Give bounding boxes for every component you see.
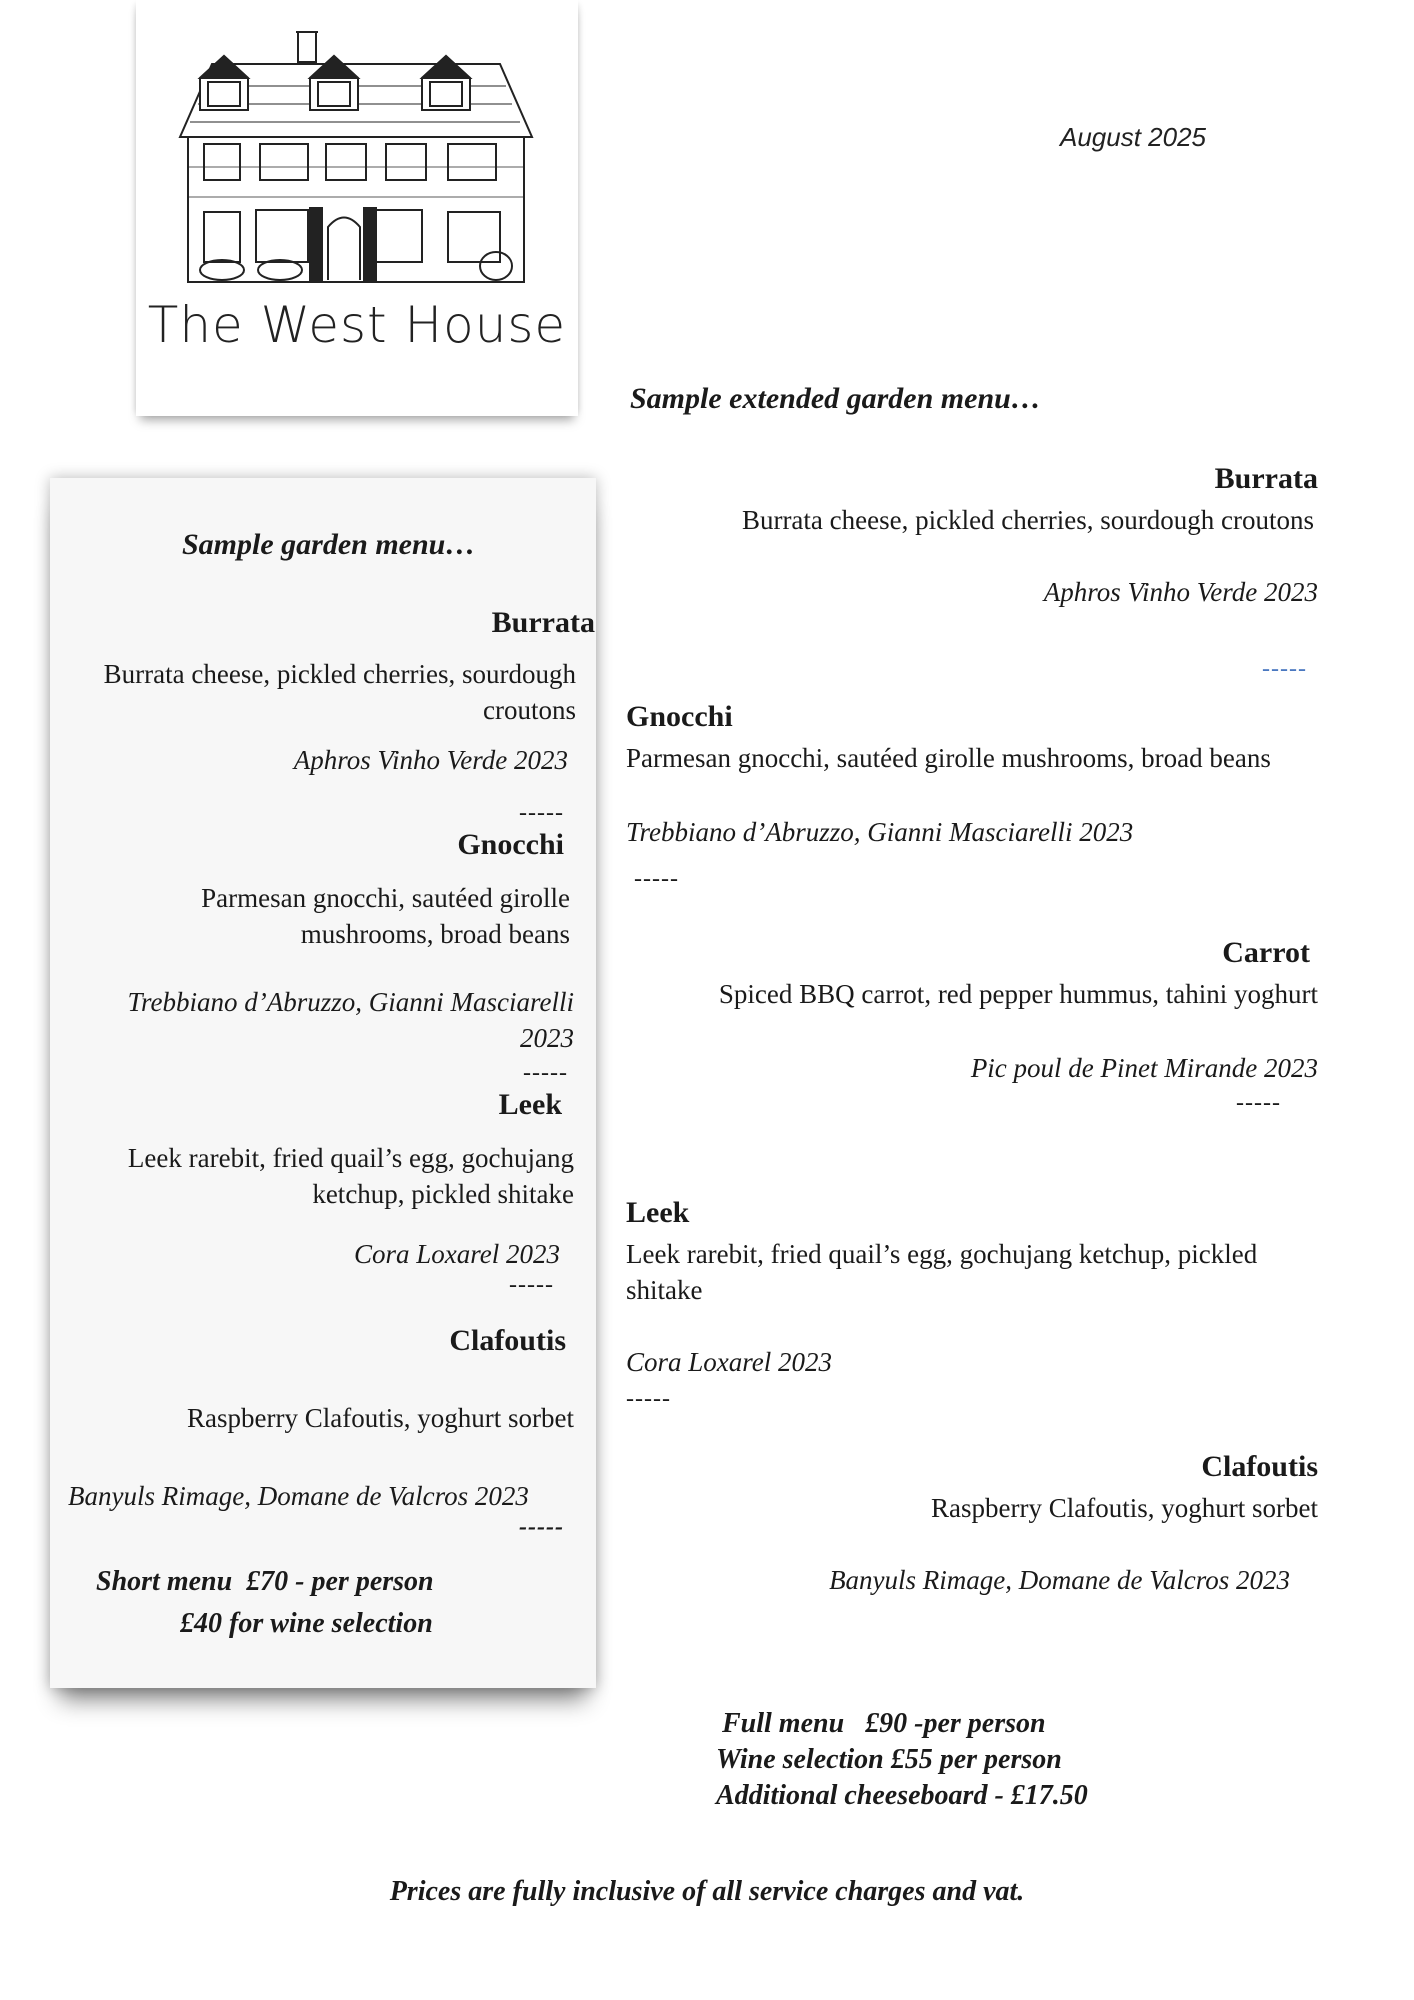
extended-burrata-wine: Aphros Vinho Verde 2023 [1043, 577, 1318, 607]
garden-burrata-wine: Aphros Vinho Verde 2023 [293, 745, 568, 775]
extended-carrot-description: Spiced BBQ carrot, red pepper hummus, tahini yoghurt [718, 979, 1318, 1009]
extended-carrot-title: Carrot [1222, 936, 1310, 969]
extended-leek-title: Leek [626, 1196, 690, 1229]
short-menu-price: Short menu £70 - per person [96, 1566, 434, 1597]
extended-burrata-title: Burrata [1214, 462, 1318, 495]
extended-carrot-wine: Pic poul de Pinet Mirande 2023 [970, 1053, 1318, 1083]
extended-gnocchi-description: Parmesan gnocchi, sautéed girolle mushrooms, broad beans [626, 743, 1271, 773]
garden-menu-card [50, 478, 596, 1688]
extended-leek-description: Leek rarebit, fried quail’s egg, gochujang ketchup, pickled shitake [626, 1239, 1258, 1305]
extended-clafoutis-description: Raspberry Clafoutis, yoghurt sorbet [931, 1493, 1318, 1523]
garden-leek-wine: Cora Loxarel 2023 [353, 1239, 560, 1269]
garden-separator: ----- [509, 1272, 554, 1298]
garden-gnocchi-description: Parmesan gnocchi, sautéed girolle mushrooms, broad beans [201, 883, 570, 949]
extended-leek-wine: Cora Loxarel 2023 [626, 1347, 833, 1377]
extended-gnocchi-title: Gnocchi [626, 700, 733, 733]
extended-separator: ----- [1236, 1090, 1281, 1116]
garden-burrata-description: Burrata cheese, pickled cherries, sourdough croutons [103, 659, 576, 725]
garden-menu-heading: Sample garden menu… [182, 528, 476, 561]
house-illustration-icon [160, 22, 554, 292]
garden-clafoutis-description: Raspberry Clafoutis, yoghurt sorbet [187, 1403, 574, 1433]
garden-gnocchi-wine: Trebbiano d’Abruzzo, Gianni Masciarelli 2023 [127, 987, 574, 1053]
short-menu-wine-price: £40 for wine selection [180, 1608, 433, 1639]
extended-separator: ----- [1262, 656, 1307, 682]
restaurant-name: The West House [147, 296, 567, 354]
garden-leek-description: Leek rarebit, fried quail’s egg, gochujang ketchup, pickled shitake [127, 1143, 574, 1209]
extended-separator: ----- [634, 866, 679, 892]
garden-gnocchi-title: Gnocchi [457, 828, 564, 861]
full-menu-price: Full menu £90 -per person [722, 1708, 1046, 1739]
garden-separator: ----- [523, 1060, 568, 1086]
extended-burrata-description: Burrata cheese, pickled cherries, sourdough croutons [741, 505, 1314, 535]
garden-burrata-title: Burrata [491, 606, 595, 639]
extended-gnocchi-wine: Trebbiano d’Abruzzo, Gianni Masciarelli 2023 [626, 817, 1134, 847]
garden-separator: ----- [519, 1514, 564, 1540]
garden-clafoutis-title: Clafoutis [449, 1324, 566, 1357]
menu-date: August 2025 [1060, 122, 1207, 152]
logo-card [136, 0, 578, 416]
wine-selection-price: Wine selection £55 per person [716, 1744, 1062, 1775]
garden-separator: ----- [519, 800, 564, 826]
extended-clafoutis-wine: Banyuls Rimage, Domane de Valcros 2023 [829, 1565, 1290, 1595]
extended-clafoutis-title: Clafoutis [1201, 1450, 1318, 1483]
garden-clafoutis-wine: Banyuls Rimage, Domane de Valcros 2023 [68, 1481, 529, 1511]
extended-separator: ----- [626, 1386, 671, 1412]
footer-note: Prices are fully inclusive of all service charges and vat. [389, 1876, 1025, 1907]
cheeseboard-price: Additional cheeseboard - £17.50 [716, 1780, 1088, 1811]
extended-menu-heading: Sample extended garden menu… [630, 382, 1041, 415]
garden-leek-title: Leek [498, 1088, 562, 1121]
